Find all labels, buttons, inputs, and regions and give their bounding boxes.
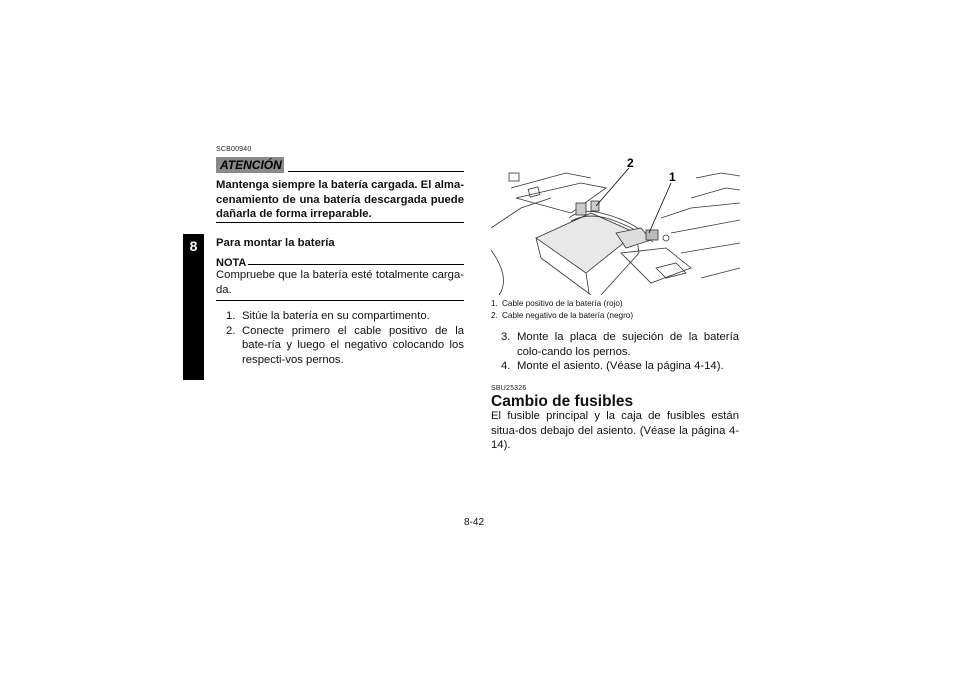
atencion-rule	[288, 171, 464, 172]
list-item: 4. Monte el asiento. (Véase la página 4-14).	[501, 360, 724, 373]
battery-illustration	[491, 158, 740, 295]
nota-end-rule	[216, 300, 464, 301]
figure-callout: 2	[627, 158, 634, 170]
caption-1: 1. Cable positivo de la batería (rojo)	[491, 299, 623, 308]
battery-figure	[491, 158, 740, 295]
nota-text: Compruebe que la batería esté totalmente carga-da.	[216, 269, 464, 296]
list-item: 1. Sitúe la batería en su compartimento.	[226, 310, 430, 322]
nota-rule	[248, 264, 464, 265]
section-text: El fusible principal y la caja de fusibles están situa-dos debajo del asiento. (Véase la página 4-14).	[491, 410, 739, 452]
steps-list-left	[216, 309, 464, 367]
section-title: Cambio de fusibles	[491, 393, 634, 410]
reference-code: SCB00940	[216, 146, 252, 153]
list-item: 2. Conecte primero el cable positivo de la bate-ría y luego el negativo colocando los respecti-vos pernos.	[226, 324, 464, 366]
atencion-label: ATENCIÓN	[216, 157, 284, 173]
chapter-tab	[183, 234, 204, 380]
figure-callout: 1	[669, 170, 676, 184]
list-item: 3. Monte la placa de sujeción de la batería colo-cando los pernos.	[501, 331, 739, 358]
chapter-tab-number: 8	[189, 238, 198, 254]
reference-code: SBU25326	[491, 385, 527, 392]
warning-text: Mantenga siempre la batería cargada. El alma-cenamiento de una batería descargada puede dañarla de forma irreparable.	[216, 179, 465, 221]
section-heading: Para montar la batería	[216, 237, 335, 249]
nota-label: NOTA	[216, 257, 247, 269]
caption-2: 2. Cable negativo de la batería (negro)	[491, 311, 634, 320]
steps-list-right	[491, 330, 739, 374]
page-number: 8-42	[464, 517, 485, 528]
warning-rule	[216, 222, 464, 223]
